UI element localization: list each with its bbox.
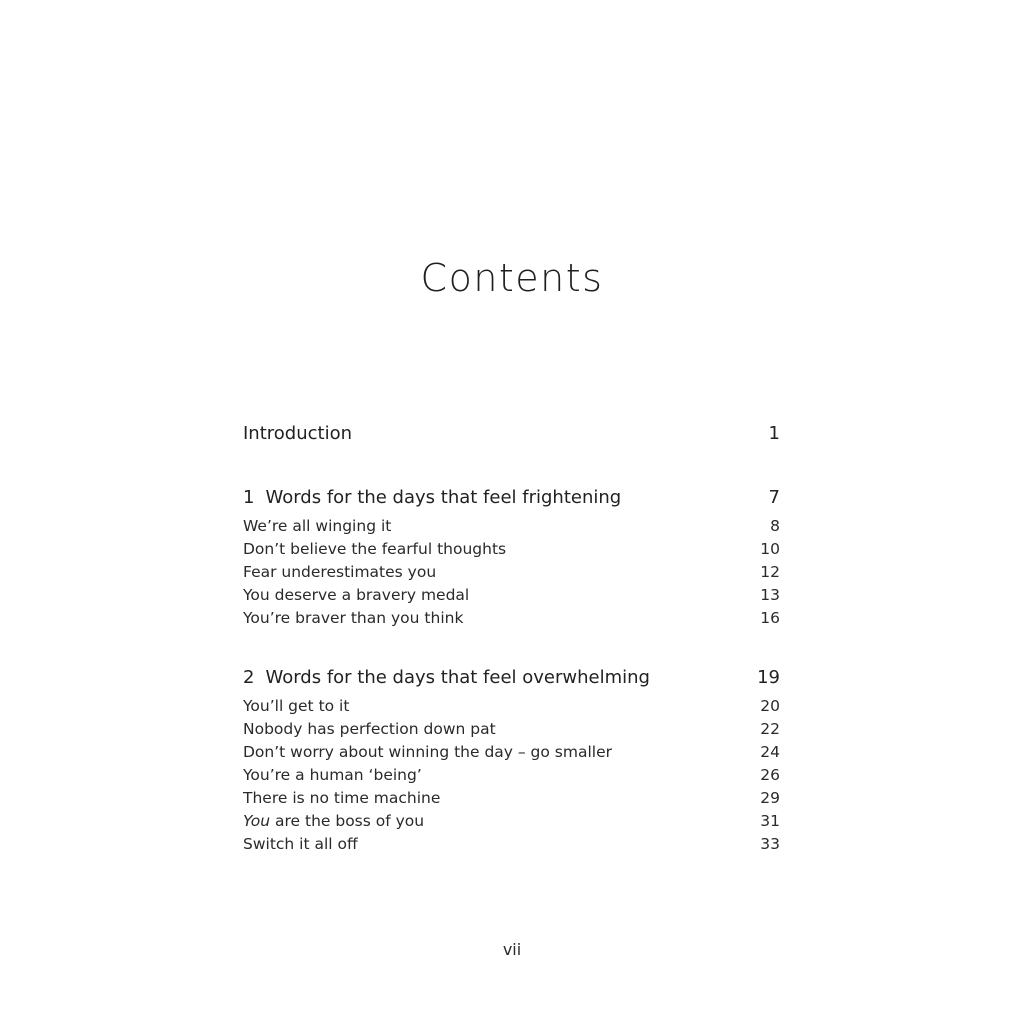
entry-page-number: 8 xyxy=(770,517,780,535)
toc-entry[interactable] xyxy=(243,764,780,787)
toc-entry[interactable] xyxy=(243,810,780,833)
toc-entry[interactable] xyxy=(243,787,780,810)
entry-label: There is no time machine xyxy=(243,789,441,807)
chapter-heading-1[interactable] xyxy=(243,484,780,512)
entry-page-number: 10 xyxy=(760,540,780,558)
toc-entry[interactable] xyxy=(243,515,780,538)
entry-page-number: 1 xyxy=(768,423,780,444)
chapter-2-section xyxy=(243,664,780,856)
entry-label: Fear underestimates you xyxy=(243,563,437,581)
toc-entry[interactable] xyxy=(243,584,780,607)
chapter-number: 1 xyxy=(243,487,255,508)
entry-label: Switch it all off xyxy=(243,835,358,853)
entry-label: We’re all winging it xyxy=(243,517,392,535)
entry-page-number: 12 xyxy=(760,563,780,581)
entry-page-number: 26 xyxy=(760,766,780,784)
chapter-page-number: 19 xyxy=(757,667,780,688)
toc-entry[interactable] xyxy=(243,538,780,561)
toc-entry-introduction[interactable] xyxy=(243,420,780,448)
toc-entry[interactable] xyxy=(243,833,780,856)
entry-label: You deserve a bravery medal xyxy=(243,586,470,604)
entry-label: You’ll get to it xyxy=(243,697,350,715)
toc-entry[interactable] xyxy=(243,718,780,741)
entry-page-number: 13 xyxy=(760,586,780,604)
chapter-page-number: 7 xyxy=(768,487,780,508)
page-folio: vii xyxy=(502,940,522,959)
entry-label: Nobody has perfection down pat xyxy=(243,720,496,738)
chapter-heading-2[interactable] xyxy=(243,664,780,692)
chapter-title: Words for the days that feel frightening xyxy=(265,487,622,508)
toc-entry[interactable] xyxy=(243,607,780,630)
page-title: Contents xyxy=(420,256,604,300)
entry-page-number: 22 xyxy=(760,720,780,738)
entry-page-number: 29 xyxy=(760,789,780,807)
toc-entry[interactable] xyxy=(243,741,780,764)
entry-page-number: 24 xyxy=(760,743,780,761)
entry-label-rest: are the boss of you xyxy=(270,812,425,830)
table-of-contents xyxy=(243,420,780,856)
entry-page-number: 16 xyxy=(760,609,780,627)
chapter-1-section xyxy=(243,484,780,630)
entry-label: Don’t worry about winning the day – go smaller xyxy=(243,743,613,761)
chapter-title: Words for the days that feel overwhelming xyxy=(265,667,650,688)
entry-page-number: 31 xyxy=(760,812,780,830)
entry-page-number: 20 xyxy=(760,697,780,715)
chapter-number: 2 xyxy=(243,667,255,688)
entry-label-emphasis: You xyxy=(243,812,271,830)
entry-label: You’re braver than you think xyxy=(243,609,464,627)
entry-page-number: 33 xyxy=(760,835,780,853)
entry-label xyxy=(243,810,424,833)
entry-label: Introduction xyxy=(243,423,353,444)
entry-label: You’re a human ‘being’ xyxy=(243,766,422,784)
entry-label: Don’t believe the fearful thoughts xyxy=(243,540,507,558)
toc-entry[interactable] xyxy=(243,695,780,718)
toc-entry[interactable] xyxy=(243,561,780,584)
